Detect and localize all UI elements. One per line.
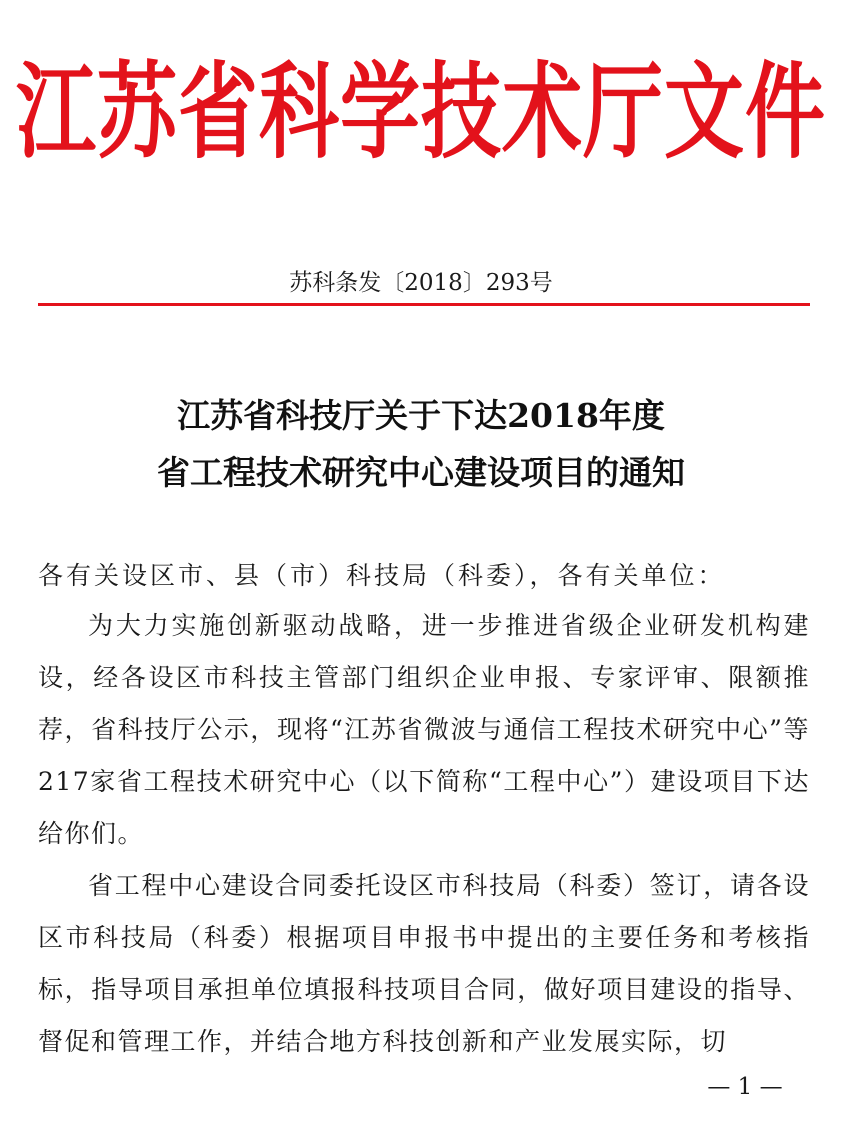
- document-masthead: 江苏省科学技术厅文件: [16, 51, 826, 173]
- document-number: 苏科条发〔2018〕293号: [289, 270, 553, 296]
- notice-title-line-1: 江苏省科技厅关于下达2018年度: [177, 396, 665, 435]
- page-number: — 1 —: [707, 1074, 783, 1100]
- body-paragraph: 为大力实施创新驱动战略，进一步推进省级企业研发机构建设，经各设区市科技主管部门组织企业申报、专家评审、限额推荐，省科技厅公示，现将“江苏省微波与通信工程技术研究中心”等217家省工程技术研究中心（以下简称“工程中心”）建设项目下达给你们。: [38, 611, 810, 848]
- salutation: 各有关设区市、县（市）科技局（科委），各有关单位：: [38, 561, 726, 590]
- notice-title-line-2: 省工程技术研究中心建设项目的通知: [157, 453, 685, 492]
- body-paragraph: 省工程中心建设合同委托设区市科技局（科委）签订，请各设区市科技局（科委）根据项目申报书中提出的主要任务和考核指标，指导项目承担单位填报科技项目合同，做好项目建设的指导、督促和管理工作，并结合地方科技创新和产业发展实际，切: [38, 871, 810, 1056]
- red-divider-line: [38, 303, 810, 306]
